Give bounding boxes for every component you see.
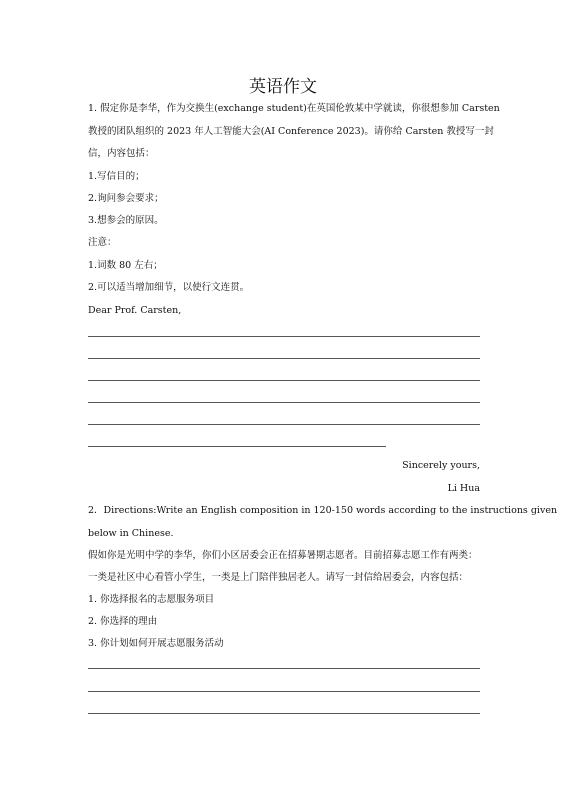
q2-line: 1. 你选择报名的志愿服务项目: [88, 594, 215, 605]
q2-line: 2. 你选择的理由: [88, 616, 158, 627]
page-title: 英语作文: [249, 77, 317, 97]
writing-line[interactable]: [88, 336, 480, 337]
writing-line[interactable]: [88, 446, 386, 447]
signature: Li Hua: [447, 483, 480, 494]
writing-line[interactable]: [88, 691, 480, 692]
q2-line: 一类是社区中心看管小学生，一类是上门陪伴独居老人。请写一封信给居委会，内容包括：: [88, 572, 469, 583]
q1-line: 教授的团队组织的 2023 年人工智能大会(AI Conference 2023)。请你给 Carsten 教授写一封: [88, 126, 494, 137]
writing-line[interactable]: [88, 380, 480, 381]
q1-line: 1.写信目的；: [88, 171, 145, 182]
writing-line[interactable]: [88, 402, 480, 403]
q2-line: 假如你是光明中学的李华，你们小区居委会正在招募暑期志愿者。目前招募志愿工作有两类：: [88, 550, 478, 561]
salutation: Dear Prof. Carsten,: [88, 305, 182, 316]
writing-line[interactable]: [88, 668, 480, 669]
q1-line: 信，内容包括：: [88, 148, 155, 159]
q1-line: 1.词数 80 左右；: [88, 260, 163, 271]
q2-line: 3. 你计划如何开展志愿服务活动: [88, 638, 224, 649]
writing-line[interactable]: [88, 358, 480, 359]
q1-line: 2.可以适当增加细节，以使行文连贯。: [88, 282, 250, 293]
q1-line: 2.询问参会要求；: [88, 193, 164, 204]
writing-line[interactable]: [88, 713, 480, 714]
q1-line: 注意：: [88, 237, 117, 248]
q2-line: below in Chinese.: [88, 528, 174, 539]
q1-line: 1. 假定你是李华，作为交换生(exchange student)在英国伦敦某中学就读，你很想参加 Carsten: [88, 103, 500, 114]
q2-line: 2．Directions:Write an English composition in 120-150 words according to the instructions given: [88, 505, 558, 516]
writing-line[interactable]: [88, 424, 480, 425]
closing: Sincerely yours,: [402, 460, 480, 471]
q1-line: 3.想参会的原因。: [88, 215, 164, 226]
